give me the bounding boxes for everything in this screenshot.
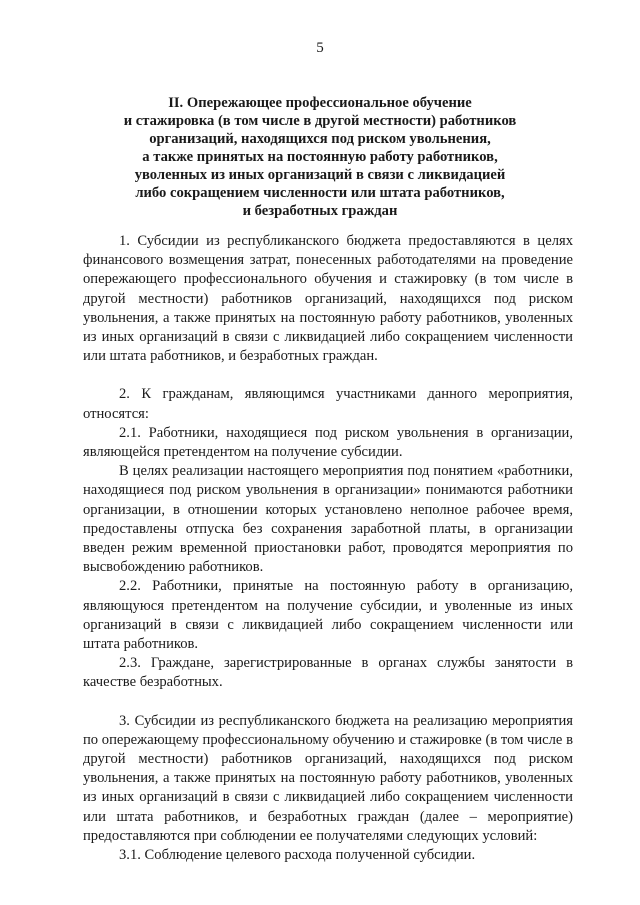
document-body: [83, 232, 573, 865]
paragraph-2: 2. К гражданам, являющимся участниками данного мероприятия, относятся:: [83, 386, 573, 422]
heading-line: а также принятых на постоянную работу работников,: [142, 149, 498, 165]
heading-line: II. Опережающее профессиональное обучение: [168, 95, 472, 111]
paragraph-2-3: 2.3. Граждане, зарегистрированные в органах службы занятости в качестве безработных.: [83, 655, 573, 691]
heading-line: организаций, находящихся под риском увольнения,: [149, 131, 491, 147]
paragraph-1: 1. Субсидии из республиканского бюджета предоставляются в целях финансового возмещения затрат, понесенных работодателями на проведение опережающего профессионального обучения и стажировку (в том числе в другой местности) работников организаций, находящихся под риском увольнения, а также принятых на постоянную работу работников, уволенных из иных организаций в связи с ликвидацией либо сокращением численности или штата работников, и безработных граждан.: [83, 233, 573, 365]
heading-line: и безработных граждан: [242, 203, 398, 219]
heading-line: либо сокращением численности или штата работников,: [135, 185, 505, 201]
heading-line: и стажировка (в том числе в другой местности) работников: [123, 113, 517, 129]
paragraph-2-1: 2.1. Работники, находящиеся под риском увольнения в организации, являющейся претендентом на получение субсидии.: [83, 424, 573, 461]
page-number: 5: [316, 40, 324, 56]
paragraph-3: 3. Субсидии из республиканского бюджета на реализацию мероприятия по опережающему профессиональному обучению и стажировке (в том числе в другой местности) работников организаций, находящихся под риском увольнения, а также принятых на постоянную работу работников, уволенных из иных организаций в связи с ликвидацией либо сокращением численности или штата работников, и безработных граждан (далее – мероприятие) предоставляются при соблюдении ее получателями следующих условий:: [83, 712, 573, 844]
heading-line: уволенных из иных организаций в связи с ликвидацией: [134, 167, 506, 183]
section-heading: [83, 94, 557, 220]
paragraph-2-1-definition: В целях реализации настоящего мероприятия под понятием «работники, находящиеся под риском увольнения в организации» понимаются работники организации, в отношении которых установлено неполное рабочее время, предоставлены отпуска без сохранения заработной платы, в организации введен режим временной приостановки работ, проводятся мероприятия по высвобождению работников.: [83, 463, 573, 576]
paragraph-2-2: 2.2. Работники, принятые на постоянную работу в организацию, являющуюся претендентом на получение субсидии, и уволенные из иных организаций в связи с ликвидацией либо сокращением численности или штата работников.: [83, 578, 573, 653]
paragraph-3-1: 3.1. Соблюдение целевого расхода полученной субсидии.: [119, 847, 476, 864]
